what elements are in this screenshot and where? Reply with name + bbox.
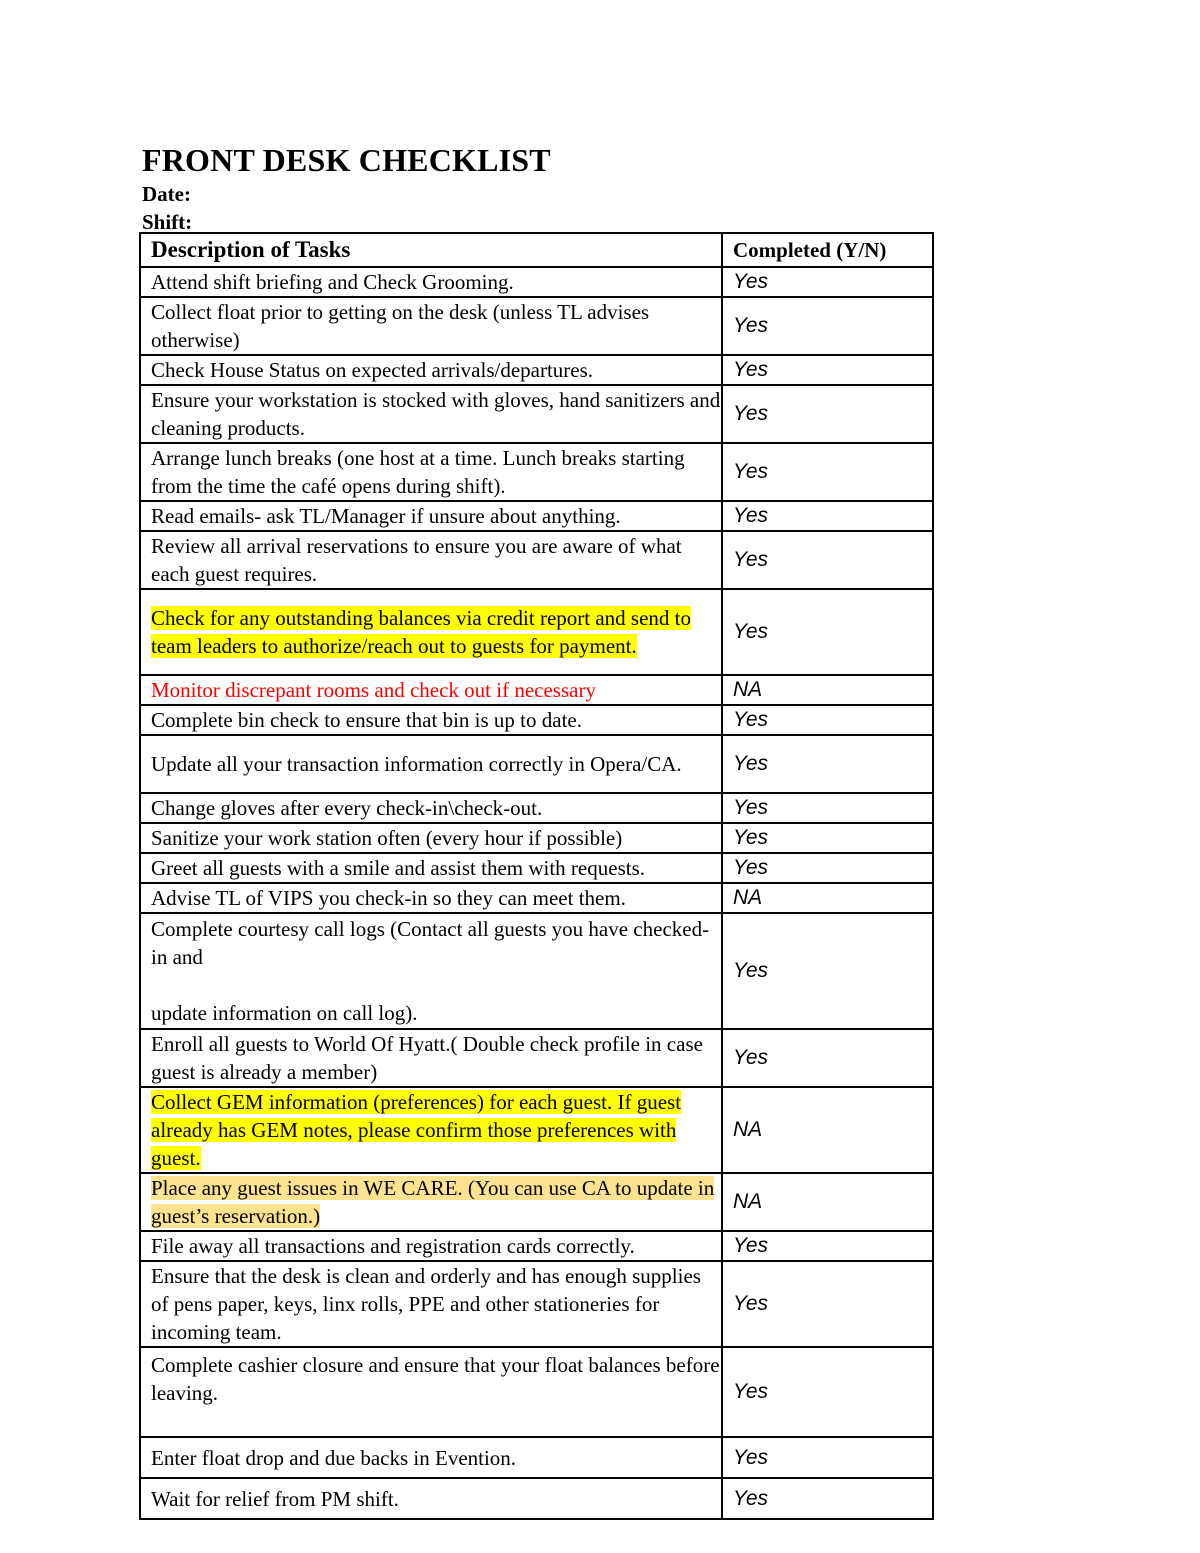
status-cell: Yes (722, 1437, 933, 1478)
checklist-table (139, 232, 934, 1520)
status-cell: Yes (722, 443, 933, 501)
status-cell: Yes (722, 531, 933, 589)
status-cell: Yes (722, 1261, 933, 1347)
table-row (140, 589, 933, 675)
task-cell: Enroll all guests to World Of Hyatt.( Double check profile in case guest is already a member) (140, 1029, 722, 1087)
status-cell: Yes (722, 297, 933, 355)
table-row (140, 853, 933, 883)
table-row (140, 501, 933, 531)
table-row (140, 443, 933, 501)
task-cell: Check House Status on expected arrivals/departures. (140, 355, 722, 385)
task-cell (140, 913, 722, 1029)
table-row (140, 675, 933, 705)
task-cell: Collect float prior to getting on the desk (unless TL advises otherwise) (140, 297, 722, 355)
highlighted-task-text: Check for any outstanding balances via credit report and send to team leaders to authorize/reach out to guests for payment. (151, 606, 691, 658)
task-cell: Wait for relief from PM shift. (140, 1478, 722, 1519)
status-cell: Yes (722, 385, 933, 443)
task-cell: Sanitize your work station often (every hour if possible) (140, 823, 722, 853)
task-cell: Change gloves after every check-in\check-out. (140, 793, 722, 823)
table-row (140, 1087, 933, 1173)
blank-line (151, 971, 721, 999)
task-cell: Attend shift briefing and Check Grooming. (140, 267, 722, 297)
document-header (142, 140, 551, 236)
task-cell: Update all your transaction information correctly in Opera/CA. (140, 735, 722, 793)
header-completed: Completed (Y/N) (722, 233, 933, 267)
shift-label: Shift: (142, 210, 193, 234)
table-row (140, 531, 933, 589)
task-cell (140, 589, 722, 675)
task-cell: Greet all guests with a smile and assist them with requests. (140, 853, 722, 883)
status-cell: NA (722, 675, 933, 705)
highlighted-task-text: Collect GEM information (preferences) for each guest. If guest already has GEM notes, please confirm those preferences with guest. (151, 1090, 682, 1170)
status-cell: Yes (722, 705, 933, 735)
task-cell: Enter float drop and due backs in Evention. (140, 1437, 722, 1478)
task-text-part: update information on call log). (151, 1001, 418, 1025)
header-description: Description of Tasks (140, 233, 722, 267)
task-cell: Monitor discrepant rooms and check out if necessary (140, 675, 722, 705)
status-cell: Yes (722, 913, 933, 1029)
page-title: FRONT DESK CHECKLIST (142, 142, 551, 178)
table-row (140, 385, 933, 443)
table-row (140, 1437, 933, 1478)
table-row (140, 913, 933, 1029)
task-cell (140, 1087, 722, 1173)
table-row (140, 1173, 933, 1231)
task-cell: Arrange lunch breaks (one host at a time. Lunch breaks starting from the time the café opens during shift). (140, 443, 722, 501)
table-row (140, 793, 933, 823)
status-cell: Yes (722, 735, 933, 793)
table-row (140, 1347, 933, 1437)
table-row (140, 823, 933, 853)
table-row (140, 883, 933, 913)
status-cell: Yes (722, 1347, 933, 1437)
status-cell: NA (722, 1173, 933, 1231)
table-row (140, 705, 933, 735)
task-cell (140, 1173, 722, 1231)
status-cell: Yes (722, 501, 933, 531)
task-cell: Ensure your workstation is stocked with gloves, hand sanitizers and cleaning products. (140, 385, 722, 443)
table-row (140, 1261, 933, 1347)
status-cell: Yes (722, 267, 933, 297)
task-cell: Advise TL of VIPS you check-in so they can meet them. (140, 883, 722, 913)
table-row (140, 1478, 933, 1519)
status-cell: Yes (722, 793, 933, 823)
task-cell: Read emails- ask TL/Manager if unsure about anything. (140, 501, 722, 531)
status-cell: Yes (722, 1231, 933, 1261)
task-cell: Complete bin check to ensure that bin is up to date. (140, 705, 722, 735)
status-cell: Yes (722, 1029, 933, 1087)
status-cell: Yes (722, 1478, 933, 1519)
table-header-row (140, 233, 933, 267)
table-row (140, 297, 933, 355)
highlighted-task-text: Place any guest issues in WE CARE. (You can use CA to update in guest’s reservation.) (151, 1176, 715, 1228)
table-row (140, 355, 933, 385)
table-row (140, 1231, 933, 1261)
task-cell: Ensure that the desk is clean and orderly and has enough supplies of pens paper, keys, linx rolls, PPE and other stationeries for incoming team. (140, 1261, 722, 1347)
status-cell: Yes (722, 355, 933, 385)
table-row (140, 735, 933, 793)
table-row (140, 1029, 933, 1087)
status-cell: Yes (722, 823, 933, 853)
status-cell: NA (722, 883, 933, 913)
task-cell: Complete cashier closure and ensure that your float balances before leaving. (140, 1347, 722, 1437)
table-row (140, 267, 933, 297)
task-cell: File away all transactions and registration cards correctly. (140, 1231, 722, 1261)
task-cell: Review all arrival reservations to ensure you are aware of what each guest requires. (140, 531, 722, 589)
task-text-part: Complete courtesy call logs (Contact all guests you have checked-in and (151, 917, 710, 969)
date-label: Date: (142, 182, 191, 206)
status-cell: NA (722, 1087, 933, 1173)
status-cell: Yes (722, 853, 933, 883)
status-cell: Yes (722, 589, 933, 675)
